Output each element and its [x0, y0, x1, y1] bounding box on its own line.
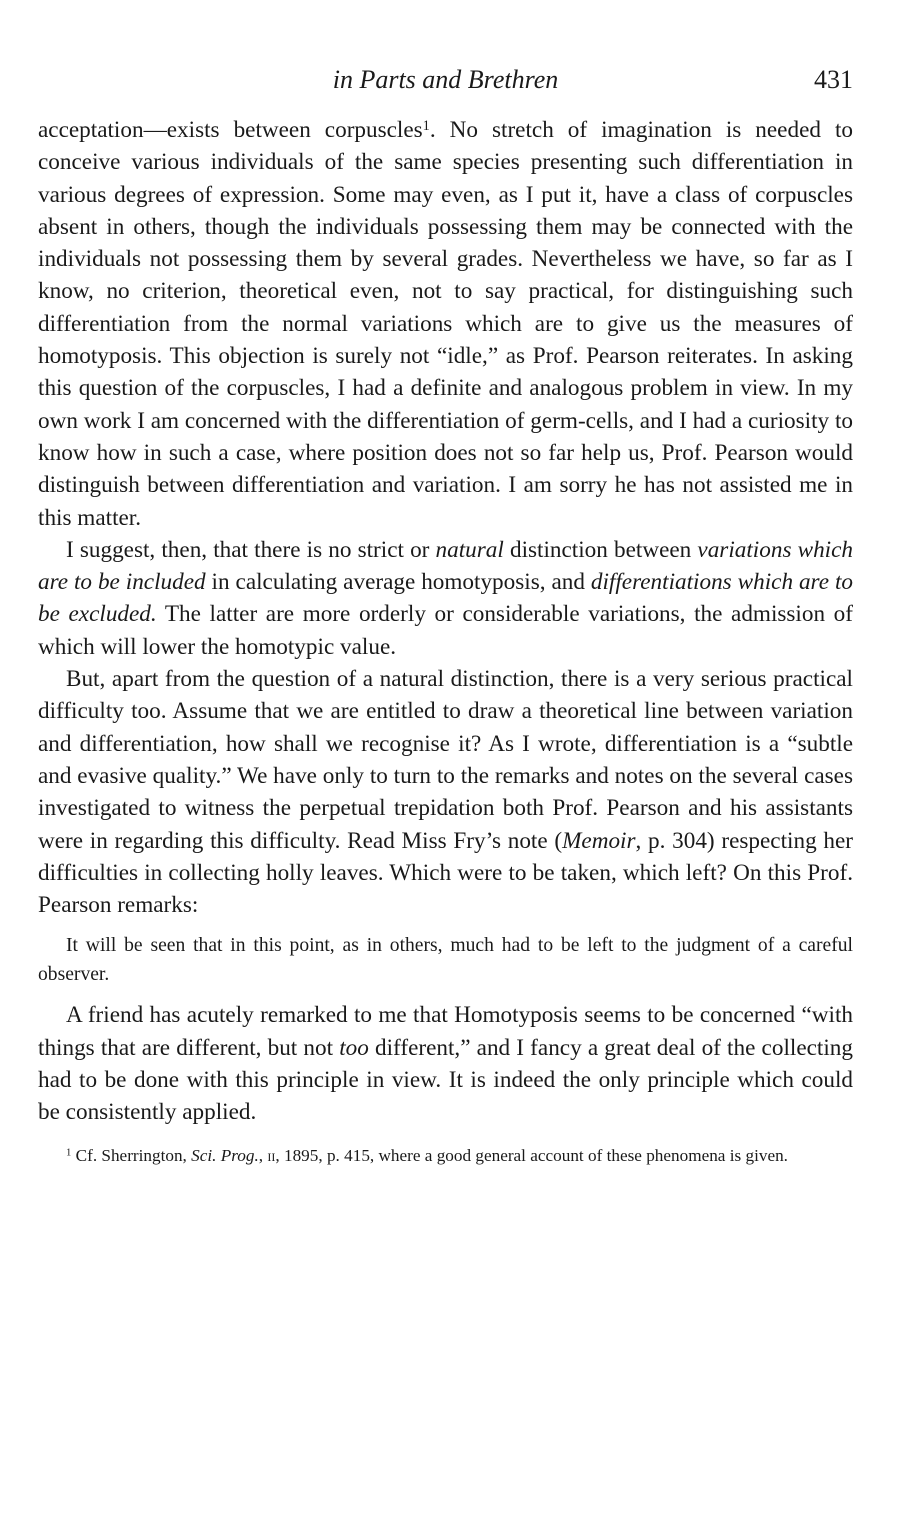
footnote-text-b: ,	[258, 1145, 268, 1165]
footnote-volume: ii	[267, 1145, 276, 1165]
paragraph-2-text-b: distinction between	[503, 536, 698, 563]
paragraph-3-text-a: But, apart from the question of a natural distinction, there is a very serious practical difficulty too. Assume that we are entitled to draw a theoretical line between variation and differentiation, how shall we recognise it? As I wrote, differentiation is a “subtle and evasive quality.” We have only to turn to the remarks and notes on the several cases investigated to witness the perpetual trepidation both Prof. Pearson and his assistants were in regarding this difficulty. Read Miss Fry’s note (	[38, 666, 853, 854]
footnote-reference: 1	[422, 117, 430, 134]
body-text	[38, 114, 853, 1168]
block-quote: It will be seen that in this point, as in others, much had to be left to the judgment of a careful observer.	[38, 935, 853, 986]
footnote	[38, 1143, 853, 1168]
footnote-mark: 1	[66, 1147, 72, 1159]
paragraph-2	[38, 534, 853, 663]
paragraph-4-italic-1: too	[339, 1034, 369, 1061]
paragraph-3-italic-1: Memoir	[562, 827, 636, 854]
running-title: in Parts and Brethren	[332, 65, 559, 94]
paragraph-2-text-c: in calculating average homotyposis, and	[205, 569, 591, 596]
paragraph-4-text-b: different,” and I fancy a great deal of the collecting had to be done with this principle in view. It is indeed the only principle which could be consistently applied.	[38, 1034, 853, 1126]
paragraph-4	[38, 999, 853, 1128]
paragraph-2-text-a: I suggest, then, that there is no strict or	[66, 536, 436, 563]
paragraph-2-italic-3: differentiations which are to be excluded.	[38, 569, 853, 628]
paragraph-1	[38, 114, 853, 534]
running-head	[38, 62, 853, 98]
paragraph-1-text-b: . No stretch of imagination is needed to conceive various individuals of the same species presenting such differentiation in various degrees of expression. Some may even, as I put it, have a class of corpuscles absent in others, though the individuals possessing them may be connected with the individuals not possessing them by several grades. Nevertheless we have, so far as I know, no criterion, theoretical even, not to say practical, for distinguishing such differentiation from the normal variations which are to give us the measures of homotyposis. This objection is surely not “idle,” as Prof. Pearson reiterates. In asking this question of the corpuscles, I had a definite and analogous problem in view. In my own work I am concerned with the differentiation of germ-cells, and I had a curiosity to know how in such a case, where position does not so far help us, Prof. Pearson would distinguish between differentiation and variation. I am sorry he has not assisted me in this matter.	[38, 117, 853, 531]
paragraph-2-italic-1: natural	[435, 536, 504, 563]
paragraph-4-text-a: A friend has acutely remarked to me that Homotyposis seems to be concerned “with things that are different, but not	[38, 1002, 853, 1061]
paragraph-3-text-b: , p. 304) respecting her difficulties in collecting holly leaves. Which were to be taken, which left? On this Prof. Pearson remarks:	[38, 827, 853, 919]
page-number: 431	[814, 65, 853, 94]
footnote-text-c: , 1895, p. 415, where a good general account of these phenomena is given.	[275, 1145, 788, 1165]
paragraph-2-italic-2: variations which are to be included	[38, 536, 853, 596]
paragraph-1-text-a: acceptation—exists between corpuscles	[38, 117, 423, 143]
paragraph-3	[38, 663, 853, 921]
footnote-text-a: Cf. Sherrington,	[71, 1145, 192, 1165]
paragraph-2-text-d: The latter are more orderly or considerable variations, the admission of which will lower the homotypic value.	[38, 601, 853, 660]
footnote-italic-1: Sci. Prog.	[191, 1145, 259, 1165]
